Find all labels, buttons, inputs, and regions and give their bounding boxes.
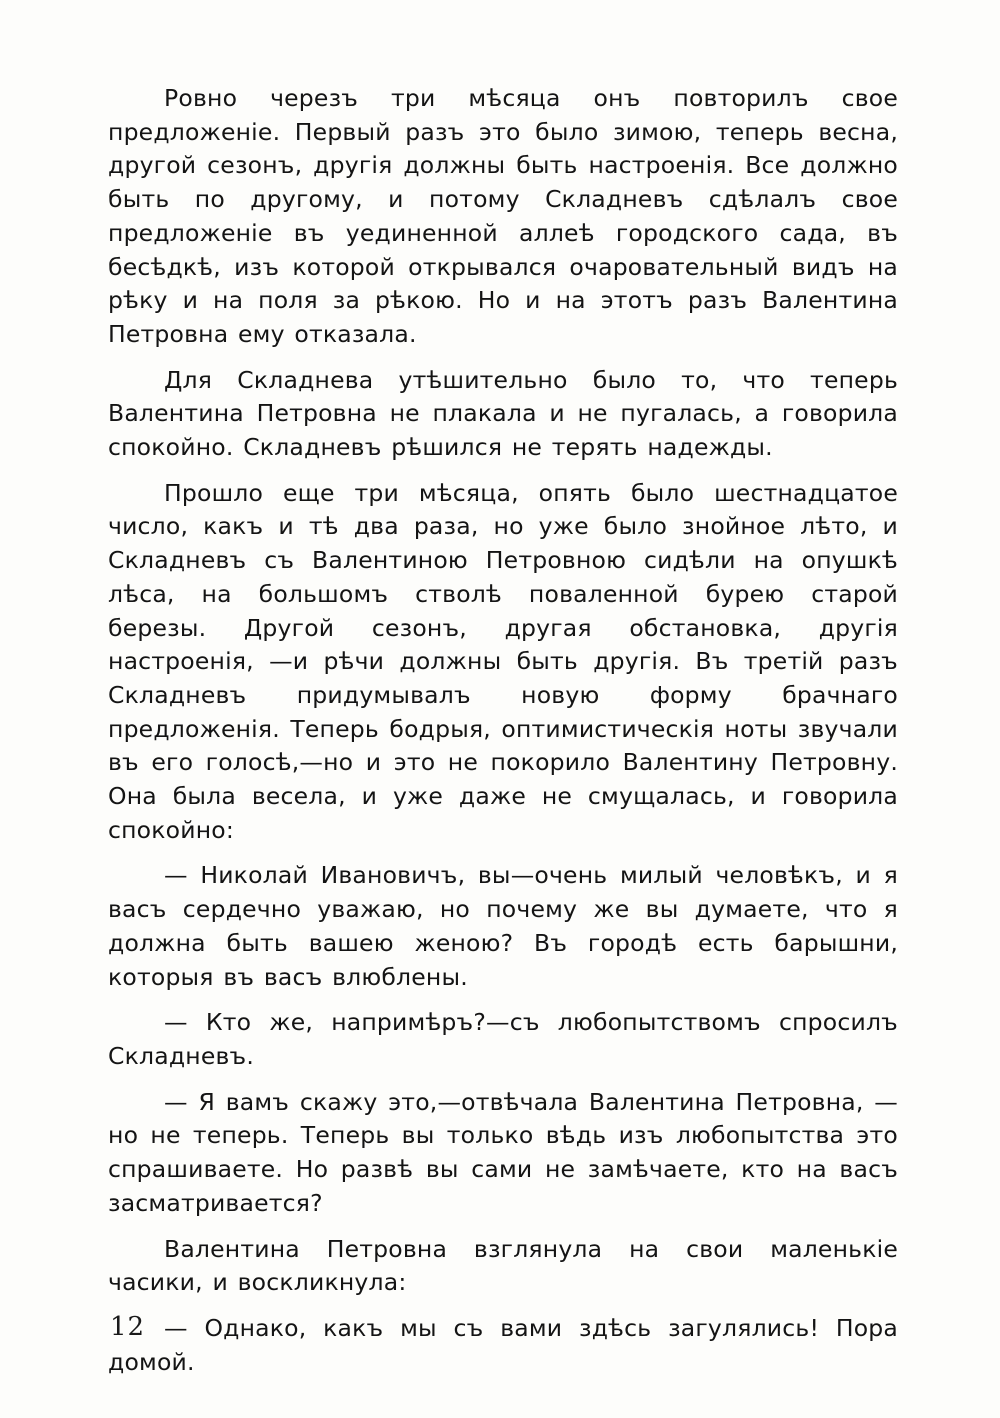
paragraph-1: Ровно черезъ три мѣсяца онъ повторилъ свое предложеніе. Первый разъ это было зимою, теперь весна, другой сезонъ, другія должны быть настроенія. Все должно быть по другому, и потому Складневъ сдѣлалъ свое предложеніе въ уединенной аллеѣ городского сада, въ бесѣдкѣ, изъ которой открывался очаровательный видъ на рѣку и на поля за рѣкою. Но и на этотъ разъ Валентина Петровна ему отказала.: [108, 84, 898, 348]
paragraph-2: Для Складнева утѣшительно было то, что теперь Валентина Петровна не плакала и не пугалась, а говорила спокойно. Складневъ рѣшился не терять надежды.: [108, 365, 898, 462]
paragraph-6: — Я вамъ скажу это,—отвѣчала Валентина Петровна, —но не теперь. Теперь вы только вѣдь изъ любопытства это спрашиваете. Но развѣ вы сами не замѣчаете, кто на васъ засматривается?: [108, 1087, 898, 1217]
paragraph-8: — Однако, какъ мы съ вами здѣсь загулялись! Пора домой.: [108, 1313, 898, 1376]
page-number: 12: [110, 1312, 146, 1342]
paragraph-5: — Кто же, напримѣръ?—съ любопытствомъ спросилъ Складневъ.: [108, 1008, 898, 1070]
paragraph-7: Валентина Петровна взглянула на свои маленькіе часики, и воскликнула:: [108, 1234, 898, 1297]
paragraph-3: Прошло еще три мѣсяца, опять было шестнадцатое число, какъ и тѣ два раза, но уже было знойное лѣто, и Складневъ съ Валентиною Петровною сидѣли на опушкѣ лѣса, на большомъ стволѣ поваленной бурею старой березы. Другой сезонъ, другая обстановка, другія настроенія, —и рѣчи должны быть другія. Въ третій разъ Складневъ придумывалъ новую форму брачнаго предложенія. Теперь бодрыя, оптимистическія ноты звучали въ его голосѣ,—но и это не покорило Валентину Петровну. Она была весела, и уже даже не смущалась, и говорила спокойно:: [108, 478, 898, 844]
paragraph-4: — Николай Ивановичъ, вы—очень милый человѣкъ, и я васъ сердечно уважаю, но почему же вы думаете, что я должна быть вашею женою? Въ городѣ есть барышни, которыя въ васъ влюблены.: [108, 861, 898, 991]
body-text: [108, 82, 898, 1391]
